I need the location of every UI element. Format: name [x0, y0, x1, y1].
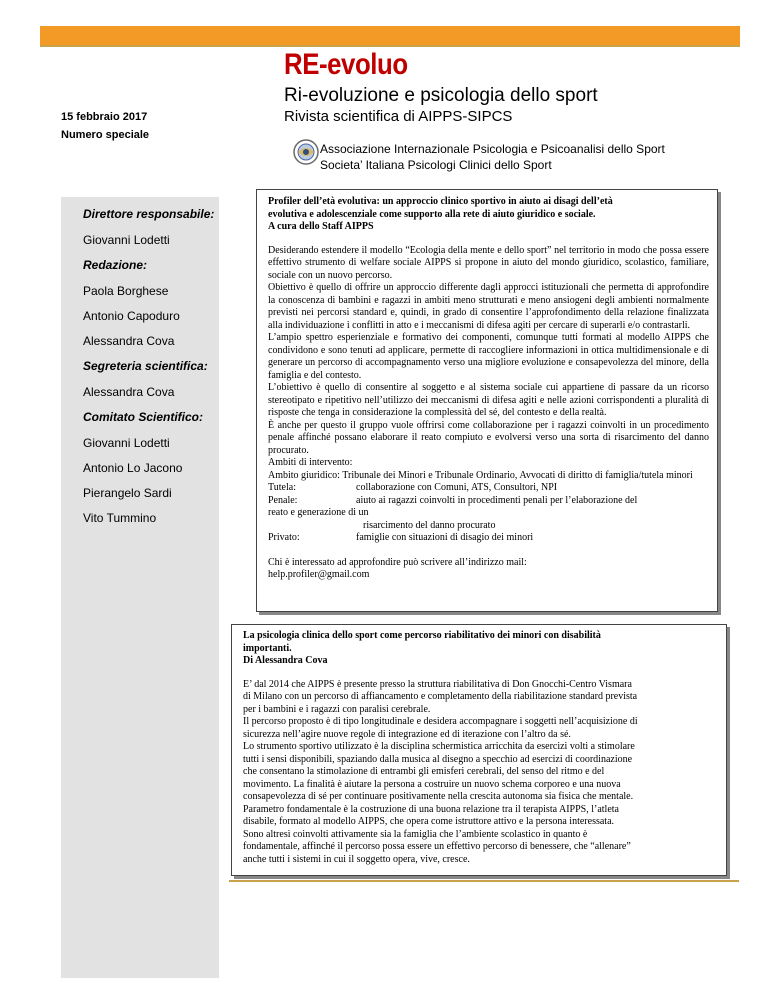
secretary-name: Alessandra Cova [83, 385, 175, 399]
article-paragraph: È anche per questo il gruppo vuole offrirsi come collaborazione per i ragazzi coinvolti in un procedimento penale affinché possano elaborare il reato compiuto e evolversi verso una sorta di risarcimento del danno procurato. [268, 419, 709, 456]
scope-value: famiglie con situazioni di disagio dei minori [356, 532, 534, 543]
header-rule [40, 45, 740, 47]
contact-block [268, 557, 709, 582]
article-line: Lo strumento sportivo utilizzato è la disciplina schermistica arricchita da esercizi volti a stimolare [243, 741, 635, 752]
article-paragraph: Ambito giuridico: Tribunale dei Minori e Tribunale Ordinario, Avvocati di diritto di famiglia/tutela minori [268, 469, 693, 481]
scope-row-privato [268, 532, 709, 545]
editorial-member: Antonio Capoduro [83, 309, 180, 323]
director-name: Giovanni Lodetti [83, 233, 170, 247]
article-profiler-body [268, 245, 709, 483]
article-line: di Milano con un percorso di affiancamento e completamento della riabilitazione standard prevista [243, 691, 638, 702]
article-profiler-content [268, 196, 709, 582]
article-title-line: evolutiva e adolescenziale come supporto alla rete di aiuto giuridico e sociale. [268, 208, 596, 220]
article-title-line: Profiler dell’età evolutiva: un approccio clinico sportivo in aiuto ai disagi dell’età [268, 196, 613, 207]
sidebar-content [83, 207, 215, 536]
contact-email[interactable]: help.profiler@gmail.com [268, 569, 370, 580]
article-title-line: importanti. [243, 642, 292, 654]
article-paragraph: Obiettivo è quello di offrire un approccio differente dagli approcci istituzionali che permetta di approfondire la conoscenza di bambini e ragazzi in ambiti meno strutturati e meno ansiogeni degli ambienti normalmente previsti nei percorsi standard e, quindi, in grado di consentire l’approfondimento della relazione finalizzata alla individuazione i conflitti in atto e i meccanismi di difesa agiti per cercare di superarli e/o contrastarli. [268, 282, 709, 331]
article-paragraph: L’ampio spettro esperienziale e formativo dei componenti, comunque tutti formati al modello AIPPS che condividono e sono tenuti ad applicare, permette di raccogliere informazioni in ottica multidimensionale e di generare un percorso di accompagnamento verso una migliore evoluzione e consapevolezza del minore, della famiglia e del contesto. [268, 332, 709, 381]
scope-row-tutela [268, 482, 709, 495]
article-line: movimento. La finalità è aiutare la persona a costruire un nuovo schema corporeo e una nuova [243, 778, 621, 790]
article-profiler-title [268, 196, 709, 234]
masthead-subtitle: Ri-evoluzione e psicologia dello sport [284, 85, 598, 106]
article-profiler [256, 189, 718, 612]
article-line: E’ dal 2014 che AIPPS è presente presso la struttura riabilitativa di Don Gnocchi-Centro Vismara [243, 678, 632, 690]
article-paragraph: Ambiti di intervento: [268, 457, 353, 468]
scope-continuation: reato e generazione di un [268, 507, 369, 518]
masthead-title: RE-evoluo [284, 48, 408, 81]
issue-date: 15 febbraio 2017 [61, 111, 148, 123]
scope-value: aiuto ai ragazzi coinvolti in procedimenti penali per l’elaborazione del [356, 494, 638, 506]
article-title-line: La psicologia clinica dello sport come percorso riabilitativo dei minori con disabilità [243, 630, 601, 641]
article-line: che consentano la stimolazione di entrambi gli emisferi cerebrali, del senso del ritmo e del [243, 766, 605, 777]
editorial-member: Alessandra Cova [83, 334, 175, 348]
article-line: Parametro fondamentale è la costruzione di una buona relazione tra il terapista AIPPS, l’atleta [243, 803, 619, 815]
article-line: anche tutti i sistemi in cui il soggetto opera, vive, cresce. [243, 853, 470, 865]
sidebar [61, 197, 219, 978]
article-disability-content [243, 630, 721, 866]
scope-continuation: risarcimento del danno procurato [363, 519, 496, 531]
association-line-1: Associazione Internazionale Psicologia e Psicoanalisi dello Sport [320, 142, 665, 156]
committee-member: Antonio Lo Jacono [83, 461, 183, 475]
article-line: Sono altresì coinvolti attivamente sia la famiglia che l’ambiente scolastico in quanto è [243, 828, 588, 840]
header-orange-bar [40, 26, 740, 45]
article-line: disabile, formato al modello AIPPS, che opera come istruttore attivo e la persona interessata. [243, 816, 615, 827]
scope-label: Privato: [268, 532, 300, 543]
article-disability [231, 624, 727, 876]
committee-member: Pierangelo Sardi [83, 486, 172, 500]
article-line: consapevolezza di sé per continuare positivamente nella crescita autonoma sia fisica che mentale. [243, 791, 634, 802]
article-disability-title [243, 630, 721, 668]
scope-label: Tutela: [268, 482, 296, 493]
article-paragraph: L’obiettivo è quello di consentire al soggetto e al sistema sociale cui appartiene di passare da un ricorso stereotipato e ripetitivo nell’utilizzo dei meccanismi di difesa agiti e nelle azioni corrispondenti a pluralità di risposte che tenga in considerazione la complessità del sé, del contesto e della realtà. [268, 382, 709, 418]
article-line: Il percorso proposto è di tipo longitudinale e desidera accompagnare i soggetti nell’acquisizione di [243, 716, 638, 727]
article-line: per i bambini e i ragazzi con paralisi cerebrale. [243, 703, 431, 715]
committee-member: Vito Tummino [83, 511, 157, 525]
director-heading: Direttore responsabile: [83, 207, 215, 221]
footer-rule [229, 880, 739, 882]
journal-name: Rivista scientifica di AIPPS-SIPCS [284, 108, 513, 125]
editorial-heading: Redazione: [83, 258, 148, 272]
scope-label: Penale: [268, 494, 298, 506]
article-byline: Di Alessandra Cova [243, 655, 328, 666]
scope-row-penale [268, 495, 709, 508]
committee-heading: Comitato Scientifico: [83, 410, 204, 424]
editorial-member: Paola Borghese [83, 284, 169, 298]
article-paragraph: Desiderando estendere il modello “Ecologia della mente e dello sport” nel territorio in modo che possa essere effettivo strumento di welfare sociale AIPPS si propone in aiuto del mondo giuridico, scolastico, familiare, sociale con un nuovo percorso. [268, 244, 709, 281]
article-line: fondamentale, affinché il percorso possa essere un effettivo percorso di benessere, che “allenare” [243, 841, 631, 852]
contact-text: Chi è interessato ad approfondire può scrivere all’indirizzo mail: [268, 556, 527, 568]
article-line: sicurezza nell’agire nuove regole di integrazione ed di iterazione con l’altro da sé. [243, 728, 571, 740]
secretary-heading: Segreteria scientifica: [83, 359, 208, 373]
article-disability-body [243, 679, 721, 867]
association-names [320, 141, 665, 173]
article-line: tutti i sensi disponibili, spaziando dalla musica al disegno a specchio ad esercizi di coordinazione [243, 753, 633, 765]
article-byline: A cura dello Staff AIPPS [268, 221, 374, 232]
scope-value: collaborazione con Comuni, ATS, Consultori, NPI [356, 482, 558, 493]
issue-label: Numero speciale [61, 129, 150, 141]
association-line-2: Societa’ Italiana Psicologi Clinici dello Sport [320, 158, 552, 172]
association-logo-icon [292, 138, 320, 166]
committee-member: Giovanni Lodetti [83, 436, 170, 450]
